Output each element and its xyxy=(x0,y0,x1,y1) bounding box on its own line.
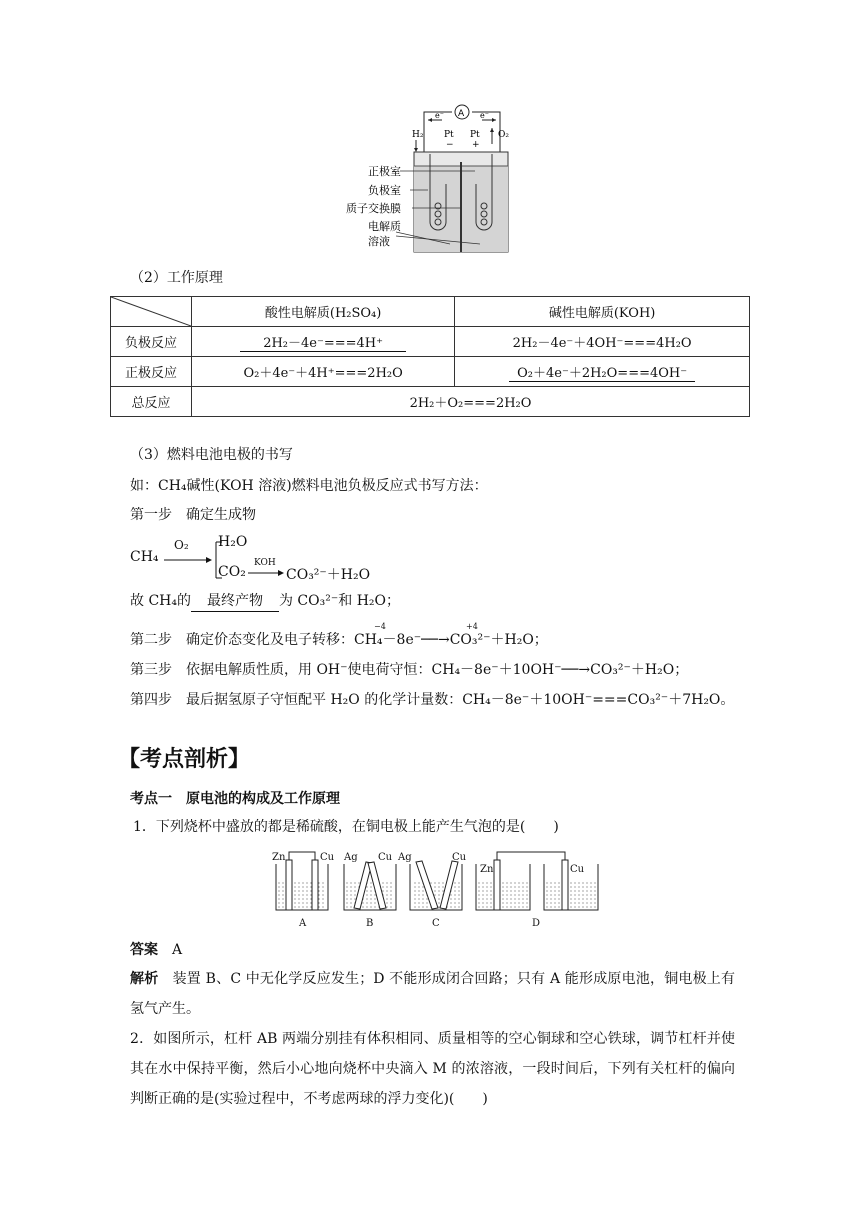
beaker-a-caption: A xyxy=(299,918,307,929)
fuel-cell-diagram xyxy=(340,104,520,256)
label-negative-chamber: 负极室 xyxy=(368,184,401,197)
gas-o2-label: O₂ xyxy=(498,130,509,140)
scheme-reagent-koh: KOH xyxy=(254,558,276,568)
table-row-label: 负极反应 xyxy=(111,327,192,357)
label-positive-chamber: 正极室 xyxy=(368,165,401,178)
beaker-b-left: Ag xyxy=(344,852,358,863)
answer-label: 答案 xyxy=(130,942,158,958)
step-2-equation: CH₄－8e⁻──→CO₃²⁻＋H₂O； xyxy=(354,632,548,648)
section-heading: 【考点剖析】 xyxy=(118,747,251,772)
beaker-a-left: Zn xyxy=(272,852,286,863)
example-line: 如：CH₄碱性(KOH 溶液)燃料电池负极反应式书写方法： xyxy=(130,478,488,494)
scheme-reactant: CH₄ xyxy=(130,549,159,565)
oxidation-state-1: −4 xyxy=(374,622,386,631)
beaker-b-right: Cu xyxy=(378,852,393,863)
table-row xyxy=(111,297,750,327)
step-1: 第一步 确定生成物 xyxy=(130,507,256,523)
question-2: 2．如图所示，杠杆 AB 两端分别挂有体积相同、质量相等的空心铜球和空心铁球，调节杠杆并使其在水中保持平衡，然后小心地向烧杯中央滴入 M 的浓溶液，一段时间后，下列有关杠杆的偏向判断正确的是(实验过程中，不考虑两球的浮力变化)( ) xyxy=(130,1031,735,1107)
section-title: （2）工作原理 xyxy=(130,270,223,286)
label-membrane: 质子交换膜 xyxy=(346,202,401,215)
answer-line xyxy=(130,940,182,960)
step-4: 第四步 最后据氢原子守恒配平 H₂O 的化学计量数：CH₄－8e⁻＋10OH⁻===CO₃²⁻＋7H₂O。 xyxy=(130,692,735,708)
table-corner xyxy=(111,297,192,327)
oxidation-state-2: +4 xyxy=(466,622,478,631)
question-1: 1．下列烧杯中盛放的都是稀硫酸，在铜电极上能产生气泡的是( ) xyxy=(133,819,559,835)
table-header-base: 碱性电解质(KOH) xyxy=(455,297,750,327)
scheme-arrow-koh xyxy=(248,568,288,578)
table-cell: 2H₂－4e⁻＋4OH⁻===4H₂O xyxy=(455,327,750,357)
electrode-right-label: Pt xyxy=(470,130,480,140)
step-2-text: 第二步 确定价态变化及电子转移： xyxy=(130,632,354,648)
beaker-c-left: Ag xyxy=(398,852,412,863)
analysis-text: 装置 B、C 中无化学反应发生；D 不能形成闭合回路；只有 A 能形成原电池，铜电极上有氢气产生。 xyxy=(130,971,735,1017)
table-row xyxy=(111,387,750,417)
conclusion-blank: 最终产物 xyxy=(191,591,279,612)
table-cell-text: O₂＋4e⁻＋2H₂O===4OH⁻ xyxy=(509,362,695,382)
label-electrolyte-1: 电解质 xyxy=(368,220,401,233)
beaker-c-right: Cu xyxy=(452,852,467,863)
table-cell-text: 2H₂－4e⁻===4H⁺ xyxy=(240,332,406,352)
scheme-product-co2: CO₂ xyxy=(218,564,246,580)
conclusion-prefix: 故 CH₄的 xyxy=(130,593,191,609)
scheme-final: CO₃²⁻＋H₂O xyxy=(286,567,371,583)
table-row xyxy=(111,327,750,357)
table-row xyxy=(111,357,750,387)
table-row-label: 总反应 xyxy=(111,387,192,417)
working-principle-table xyxy=(110,296,750,417)
table-header-acid: 酸性电解质(H₂SO₄) xyxy=(192,297,455,327)
electron-left: e⁻ xyxy=(435,111,444,120)
electrode-left-label: Pt xyxy=(444,130,454,140)
beakers-figure xyxy=(270,846,600,930)
step-2 xyxy=(130,630,548,650)
analysis-paragraph xyxy=(130,964,735,1024)
sign-negative: − xyxy=(446,140,454,150)
step-3: 第三步 依据电解质性质，用 OH⁻使电荷守恒：CH₄－8e⁻＋10OH⁻──→CO₃²⁻＋H₂O； xyxy=(130,662,689,678)
analysis-label: 解析 xyxy=(130,971,159,987)
ammeter-label: A xyxy=(458,109,465,119)
table-cell xyxy=(192,327,455,357)
answer-value: A xyxy=(172,942,183,958)
beaker-d-left: Zn xyxy=(480,864,494,875)
section-title: （3）燃料电池电极的书写 xyxy=(130,447,293,463)
beaker-a-right: Cu xyxy=(320,852,335,863)
table-cell: O₂＋4e⁻＋4H⁺===2H₂O xyxy=(192,357,455,387)
scheme-arrows xyxy=(164,536,224,584)
beaker-d-caption: D xyxy=(532,918,541,929)
table-cell: 2H₂＋O₂===2H₂O xyxy=(192,387,750,417)
conclusion-suffix: 为 CO₃²⁻和 H₂O； xyxy=(278,593,400,609)
conclusion-line xyxy=(130,591,400,612)
beaker-b-caption: B xyxy=(366,918,374,929)
label-electrolyte-2: 溶液 xyxy=(368,235,390,248)
topic-title: 考点一 原电池的构成及工作原理 xyxy=(130,791,340,807)
sign-positive: + xyxy=(472,140,480,150)
reaction-scheme xyxy=(130,532,390,584)
table-row-label: 正极反应 xyxy=(111,357,192,387)
electron-right: e⁻ xyxy=(480,111,489,120)
scheme-product-h2o: H₂O xyxy=(218,534,248,550)
gas-h2-label: H₂ xyxy=(412,130,424,140)
table-cell xyxy=(455,357,750,387)
beaker-c-caption: C xyxy=(432,918,440,929)
beaker-d-right: Cu xyxy=(570,864,585,875)
scheme-reagent-o2: O₂ xyxy=(174,538,189,552)
